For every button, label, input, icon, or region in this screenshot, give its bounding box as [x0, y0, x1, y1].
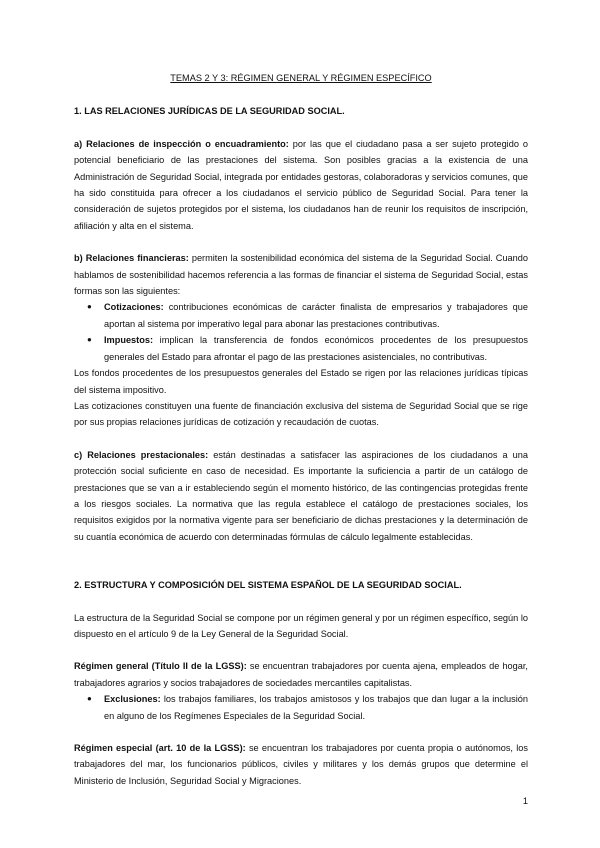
bullet-icon: ● — [87, 302, 92, 312]
bullet-icon: ● — [87, 335, 92, 345]
list-item-label: Impuestos: — [104, 335, 154, 346]
list-item — [87, 691, 528, 724]
list-item — [87, 299, 528, 332]
section-2-heading: 2. ESTRUCTURA Y COMPOSICIÓN DEL SISTEMA ESPAÑOL DE LA SEGURIDAD SOCIAL. — [74, 580, 462, 591]
paragraph-c — [74, 447, 528, 545]
list-item-label: Cotizaciones: — [104, 302, 164, 313]
exclusions-list — [74, 691, 528, 724]
special-regime-label: Régimen especial (art. 10 de la LGSS): — [74, 743, 246, 753]
special-regime-text: se encuentran los trabajadores por cuenta propia o autónomos, los trabajadores del mar, los funcionarios públicos, civiles y militares y los demás grupos que determine el Ministerio de Inclusión, Seguridad Social y Migraciones. — [74, 743, 528, 786]
document-page — [74, 70, 528, 805]
paragraph-b-after-1: Los fondos procedentes de los presupuestos generales del Estado se rigen por las relaciones jurídicas típicas del sistema impositivo. — [74, 368, 528, 395]
special-regime — [74, 740, 528, 789]
paragraph-b-text: permiten la sostenibilidad económica del sistema de la Seguridad Social. Cuando hablamos de sostenibilidad hacemos referencia a las formas de financiar el sistema de Seguridad Social, estas formas son las siguientes: — [74, 253, 528, 297]
general-regime-text: se encuentran trabajadores por cuenta ajena, empleados de hogar, trabajadores agrarios y socios trabajadores de sociedades mercantiles capitalistas. — [74, 661, 528, 688]
paragraph-b-after-2: Las cotizaciones constituyen una fuente de financiación exclusiva del sistema de Seguridad Social que se rige por sus propias relaciones jurídicas de cotización y recaudación de cuotas. — [74, 400, 528, 428]
paragraph-c-label: c) Relaciones prestacionales: — [74, 449, 209, 460]
bullet-icon: ● — [87, 694, 92, 704]
spacer — [74, 724, 528, 740]
list-item-text: implican la transferencia de fondos económicos procedentes de los presupuestos generales del Estado para afrontar el pago de las prestaciones asistenciales, no contributivas. — [104, 335, 528, 362]
paragraph-a-label: a) Relaciones de inspección o encuadramiento: — [74, 138, 289, 149]
document-title: TEMAS 2 Y 3: RÉGIMEN GENERAL Y RÉGIMEN ESPECÍFICO — [170, 73, 432, 83]
page-number: 1 — [522, 796, 528, 806]
paragraph-c-text: están destinadas a satisfacer las aspiraciones de los ciudadanos a una protección social suficiente en caso de necesidad. Es importante la suficiencia a partir de un catálogo de prestaciones que se van a ir estableciendo según el momento histórico, de las contingencias protegidas frente a los riesgos sociales. La normativa que las regula establece el catálogo de prestaciones sociales, los requisitos exigidos por la normativa vigente para ser beneficiario de dichas prestaciones y la determinación de su cuantía económica de acuerdo con determinadas fórmulas de cálculo legalmente establecidas. — [74, 449, 528, 542]
list-item-label: Exclusiones: — [104, 694, 161, 705]
list-item — [87, 332, 528, 365]
paragraph-a — [74, 136, 528, 234]
paragraph-b-label: b) Relaciones financieras: — [74, 253, 189, 264]
paragraph-b — [74, 250, 528, 299]
list-item-text: los trabajos familiares, los trabajos amistosos y los trabajos que dan lugar a la inclusión en alguno de los Regímenes Especiales de la Seguridad Social. — [104, 694, 528, 721]
list-item-text: contribuciones económicas de carácter finalista de empresarios y trabajadores que aportan al sistema por imperativo legal para abonar las prestaciones contributivas. — [104, 302, 528, 329]
general-regime — [74, 658, 528, 691]
financing-list — [74, 299, 528, 365]
section-1-heading: 1. LAS RELACIONES JURÍDICAS DE LA SEGURIDAD SOCIAL. — [74, 106, 345, 117]
section-spacer — [74, 561, 528, 577]
general-regime-label: Régimen general (Título II de la LGSS): — [74, 661, 247, 672]
paragraph-a-text: por las que el ciudadano pasa a ser sujeto protegido o potencial beneficiario de las prestaciones del sistema. Son posibles gracias a la existencia de una Administración de Seguridad Social, integrada por entidades gestoras, colaboradoras y servicios comunes, que ha sido constituida para ofrecer a los ciudadanos el servicio público de Seguridad Social. Para tener la consideración de sujetos protegidos por el sistema, los ciudadanos han de reunir los requisitos de inscripción, afiliación y alta en el sistema. — [74, 138, 529, 231]
structure-intro: La estructura de la Seguridad Social se compone por un régimen general y por un régimen específico, según lo dispuesto en el artículo 9 de la Ley General de la Seguridad Social. — [74, 612, 528, 639]
